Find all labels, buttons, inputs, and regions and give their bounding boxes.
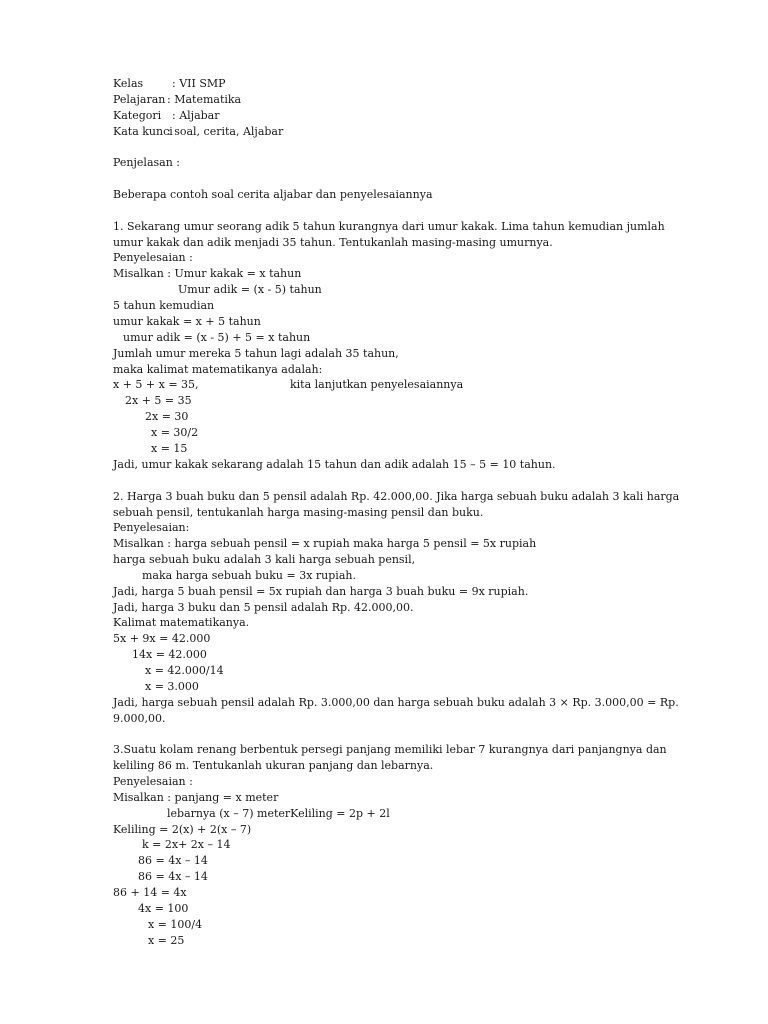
solution-line: maka kalimat matematikanya adalah:: [113, 363, 323, 376]
equation-line: 86 = 4x – 14: [138, 854, 208, 867]
solution-line: umur kakak = x + 5 tahun: [113, 315, 261, 328]
meta-key-kelas: Kelas: [113, 77, 144, 90]
equation-line: x = 30/2: [151, 426, 199, 439]
solution-label: Penyelesaian :: [113, 251, 193, 264]
meta-key-kategori: Kategori: [113, 109, 162, 122]
equation-line: Keliling = 2(x) + 2(x – 7): [113, 823, 252, 836]
solution-line: umur adik = (x - 5) + 5 = x tahun: [123, 331, 311, 344]
problem-2-text: sebuah pensil, tentukanlah harga masing-masing pensil dan buku.: [113, 506, 484, 519]
problem-1-text: 1. Sekarang umur seorang adik 5 tahun kurangnya dari umur kakak. Lima tahun kemudian jumlah: [113, 220, 665, 233]
problem-1-text: umur kakak dan adik menjadi 35 tahun. Tentukanlah masing-masing umurnya.: [113, 236, 553, 249]
solution-line: 5 tahun kemudian: [113, 299, 215, 312]
meta-value-kategori: : Aljabar: [172, 109, 220, 122]
equation-line: 2x = 30: [145, 410, 189, 423]
solution-line: lebarnya (x – 7) meterKeliling = 2p + 2l: [167, 807, 390, 820]
equation-line: 86 + 14 = 4x: [113, 886, 187, 899]
solution-line: Misalkan : Umur kakak = x tahun: [113, 267, 302, 280]
equation-line: 2x + 5 = 35: [125, 394, 192, 407]
equation-line: k = 2x+ 2x – 14: [142, 838, 231, 851]
solution-line: Jumlah umur mereka 5 tahun lagi adalah 35 tahun,: [113, 347, 399, 360]
equation-line: 4x = 100: [138, 902, 189, 915]
conclusion-text: Jadi, umur kakak sekarang adalah 15 tahun dan adik adalah 15 – 5 = 10 tahun.: [113, 458, 556, 471]
section-label: Penjelasan :: [113, 156, 180, 169]
equation-line: x = 42.000/14: [145, 664, 224, 677]
equation-line: x = 15: [151, 442, 188, 455]
solution-line: Kalimat matematikanya.: [113, 616, 250, 629]
problem-3-text: keliling 86 m. Tentukanlah ukuran panjang dan lebarnya.: [113, 759, 434, 772]
equation-line: 86 = 4x – 14: [138, 870, 208, 883]
equation-line: x = 3.000: [145, 680, 199, 693]
problem-2-text: 2. Harga 3 buah buku dan 5 pensil adalah Rp. 42.000,00. Jika harga sebuah buku adalah 3 kali harga: [113, 490, 680, 503]
solution-line: Umur adik = (x - 5) tahun: [178, 283, 322, 296]
meta-value-kelas: : VII SMP: [172, 77, 226, 90]
solution-line: Jadi, harga 5 buah pensil = 5x rupiah dan harga 3 buah buku = 9x rupiah.: [113, 585, 529, 598]
meta-value-pelajaran: : Matematika: [167, 93, 242, 106]
solution-line: maka harga sebuah buku = 3x rupiah.: [142, 569, 356, 582]
meta-key-kata-kunci: Kata kunci: [113, 125, 173, 138]
note-text: kita lanjutkan penyelesaiannya: [290, 378, 464, 391]
intro-text: Beberapa contoh soal cerita aljabar dan penyelesaiannya: [113, 188, 433, 201]
solution-line: Misalkan : harga sebuah pensil = x rupiah maka harga 5 pensil = 5x rupiah: [113, 537, 537, 550]
solution-line: Misalkan : panjang = x meter: [113, 791, 279, 804]
problem-3-text: 3.Suatu kolam renang berbentuk persegi panjang memiliki lebar 7 kurangnya dari panjangnya dan: [113, 743, 667, 756]
meta-value-kata-kunci: : soal, cerita, Aljabar: [167, 125, 284, 138]
equation-line: 5x + 9x = 42.000: [113, 632, 211, 645]
equation-line: 14x = 42.000: [132, 648, 207, 661]
meta-key-pelajaran: Pelajaran: [113, 93, 166, 106]
conclusion-text: Jadi, harga sebuah pensil adalah Rp. 3.000,00 dan harga sebuah buku adalah 3 × Rp. 3.000,00 = Rp.: [113, 696, 679, 709]
conclusion-text: 9.000,00.: [113, 712, 166, 725]
solution-label: Penyelesaian :: [113, 775, 193, 788]
equation-line: x + 5 + x = 35,: [113, 378, 199, 391]
solution-line: harga sebuah buku adalah 3 kali harga sebuah pensil,: [113, 553, 416, 566]
equation-line: x = 25: [148, 934, 185, 947]
solution-line: Jadi, harga 3 buku dan 5 pensil adalah Rp. 42.000,00.: [113, 601, 414, 614]
equation-line: x = 100/4: [148, 918, 203, 931]
solution-label: Penyelesaian:: [113, 521, 190, 534]
